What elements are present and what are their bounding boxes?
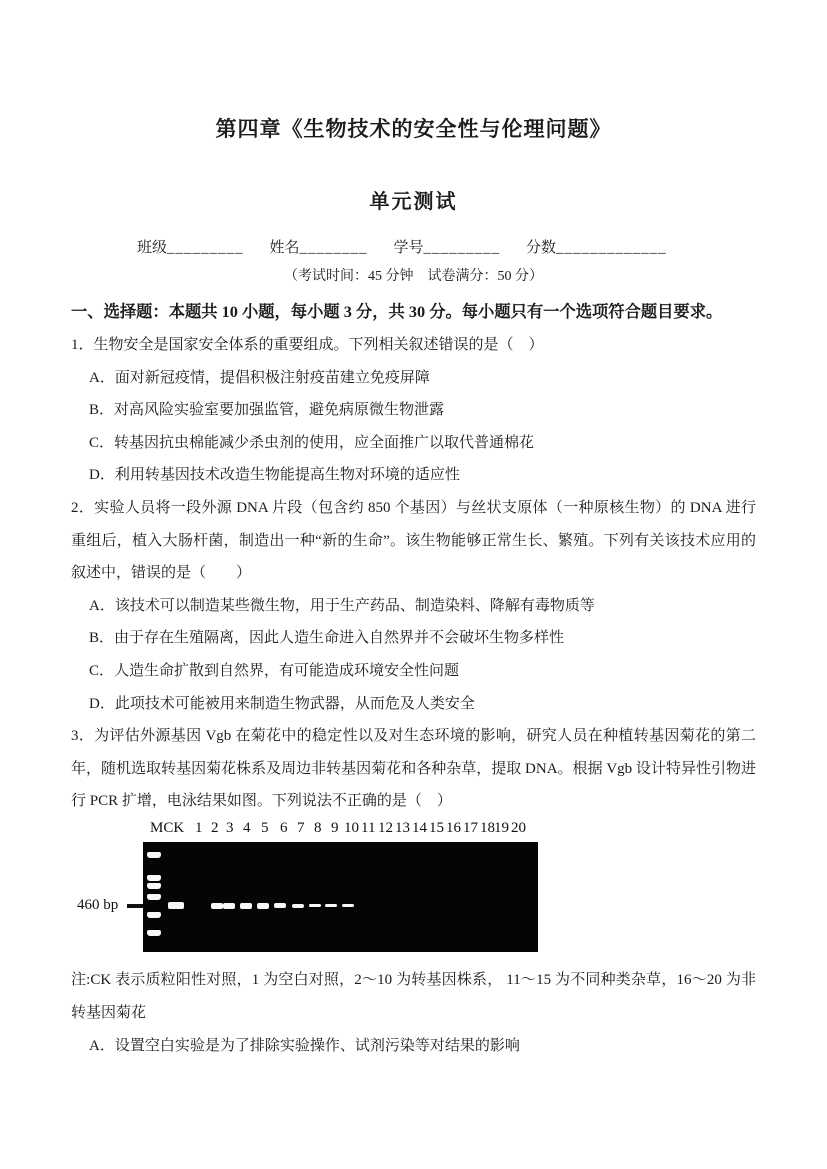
student-info-row (137, 238, 756, 258)
question-2-option-b: B．由于存在生殖隔离，因此人造生命进入自然界并不会破坏生物多样性 (89, 630, 565, 647)
question-3-stem: 3．为评估外源基因 Vgb 在菊花中的稳定性以及对生态环境的影响，研究人员在种植转基因菊花的第二年，随机选取转基因菊花株系及周边非转基因菊花和各种杂草，提取 DNA。根据 Vgb 设计特异性引物进行 PCR 扩增，电泳结果如图。下列说法不正确的是（ ） (71, 728, 756, 810)
class-blank: _________ (167, 240, 244, 256)
gel-band-460bp (257, 903, 269, 909)
gel-lane-label: 15 (429, 819, 444, 836)
score-label: 分数 (526, 240, 557, 256)
student-id-field (394, 238, 501, 258)
question-1-option-a: A．面对新冠疫情，提倡积极注射疫苗建立免疫屏障 (89, 369, 430, 386)
question-1 (71, 329, 756, 492)
gel-lane-label: 11 (361, 819, 376, 836)
question-2-option-d: D．此项技术可能被用来制造生物武器，从而危及人类安全 (89, 695, 475, 712)
page-subtitle: 单元测试 (369, 191, 458, 213)
question-3-option-a: A．设置空白实验是为了排除实验操作、试剂污染等对结果的影响 (89, 1037, 520, 1054)
gel-lane-label: 12 (378, 819, 393, 836)
questions-block (71, 329, 756, 1063)
class-label: 班级 (137, 240, 168, 256)
gel-lane-label: 10 (344, 819, 359, 836)
score-field (526, 238, 667, 258)
gel-band-460bp (240, 903, 252, 909)
gel-band-460bp (292, 904, 304, 908)
gel-size-dash (127, 904, 143, 908)
question-2-option-a: A．该技术可以制造某些微生物，用于生产药品、制造染料、降解有毒物质等 (89, 597, 595, 614)
gel-band-460bp (274, 903, 286, 908)
question-1-option-b: B．对高风险实验室要加强监管，避免病原微生物泄露 (89, 402, 445, 419)
student-id-blank: _________ (423, 240, 501, 256)
gel-lane-label: 1 (195, 819, 203, 836)
gel-lane-label: 5 (261, 819, 269, 836)
gel-band-460bp (309, 904, 321, 907)
question-2 (71, 492, 756, 720)
gel-marker-band (147, 852, 161, 858)
gel-band-460bp (223, 903, 235, 909)
gel-lane-label: 9 (331, 819, 339, 836)
gel-lane-label: 6 (280, 819, 288, 836)
gel-lane-label: 20 (511, 819, 526, 836)
gel-band-460bp (342, 904, 354, 907)
gel-lane-label: 4 (243, 819, 251, 836)
gel-lane-label: 2 (211, 819, 219, 836)
name-blank: ________ (299, 240, 368, 256)
section-heading: 一、选择题：本题共 10 小题，每小题 3 分，共 30 分。每小题只有一个选项符合题目要求。 (71, 302, 723, 321)
figure-note: 注:CK 表示质粒阳性对照，1 为空白对照，2～10 为转基因株系， 11～15 为不同种类杂草，16～20 为非转基因菊花 (71, 971, 756, 1021)
student-id-label: 学号 (393, 240, 424, 256)
gel-lane-label: 16 (446, 819, 461, 836)
gel-lane-label: MCK (150, 819, 185, 836)
gel-marker-band (147, 883, 161, 889)
gel-band-460bp (211, 903, 223, 909)
gel-band-460bp (168, 902, 184, 909)
page-title: 第四章《生物技术的安全性与伦理问题》 (215, 117, 612, 141)
gel-marker-band (147, 930, 161, 936)
gel-lane-label: 13 (395, 819, 410, 836)
gel-lane-label: 8 (314, 819, 322, 836)
gel-lane-labels (71, 818, 756, 840)
name-label: 姓名 (269, 240, 300, 256)
gel-marker-band (147, 875, 161, 881)
class-field (137, 238, 244, 258)
question-1-option-d: D．利用转基因技术改造生物能提高生物对环境的适应性 (89, 467, 460, 484)
question-2-option-c: C．人造生命扩散到自然界，有可能造成环境安全性问题 (89, 662, 460, 679)
gel-band-460bp (325, 904, 337, 907)
question-1-stem: 1．生物安全是国家安全体系的重要组成。下列相关叙述错误的是（ ） (71, 337, 544, 353)
gel-lane-label: 18 (480, 819, 495, 836)
gel-figure (71, 818, 756, 955)
gel-lane-label: 3 (226, 819, 234, 836)
name-field (270, 238, 368, 258)
score-blank: _____________ (556, 240, 667, 256)
gel-lane-label: 7 (297, 819, 305, 836)
gel-marker-band (147, 894, 161, 900)
gel-marker-band (147, 912, 161, 918)
gel-lane-label: 19 (494, 819, 509, 836)
question-2-stem: 2．实验人员将一段外源 DNA 片段（包含约 850 个基因）与丝状支原体（一种原核生物）的 DNA 进行重组后，植入大肠杆菌，制造出一种“新的生命”。该生物能够正常生长、繁殖。下列有关该技术应用的叙述中，错误的是（ ） (71, 499, 757, 582)
gel-image (143, 842, 538, 952)
gel-size-label: 460 bp (77, 896, 119, 913)
question-1-option-c: C．转基因抗虫棉能减少杀虫剂的使用，应全面推广以取代普通棉花 (89, 434, 535, 451)
gel-lane-label: 17 (463, 819, 478, 836)
exam-meta: （考试时间：45 分钟 试卷满分：50 分） (284, 269, 543, 284)
gel-lane-label: 14 (412, 819, 427, 836)
question-3 (71, 720, 756, 1062)
